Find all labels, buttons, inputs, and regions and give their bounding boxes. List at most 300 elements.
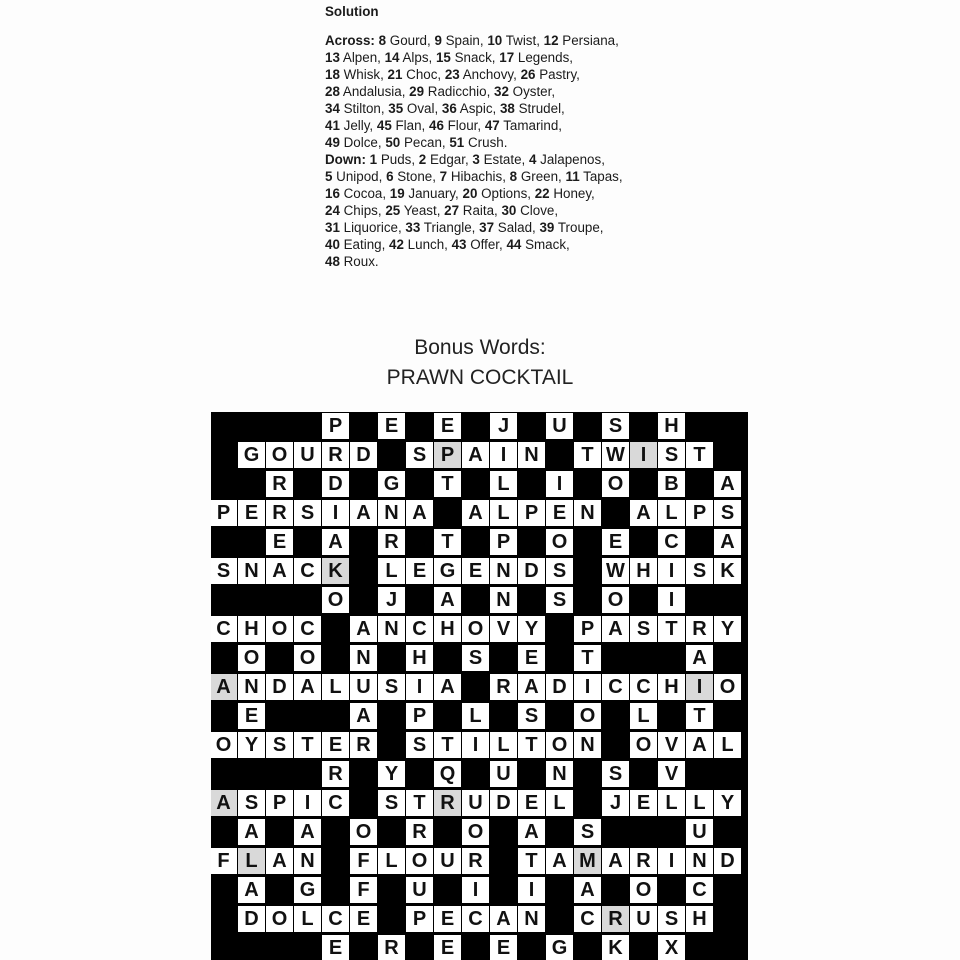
- grid-cell: O: [602, 471, 629, 497]
- grid-cell: S: [686, 558, 713, 584]
- grid-cell: T: [434, 529, 461, 555]
- grid-cell: R: [490, 674, 517, 700]
- grid-cell: L: [490, 500, 517, 526]
- grid-cell: U: [630, 906, 657, 932]
- grid-cell: S: [714, 500, 741, 526]
- grid-cell: P: [686, 500, 713, 526]
- grid-cell: A: [266, 558, 293, 584]
- grid-cell: A: [714, 529, 741, 555]
- grid-cell: O: [294, 645, 321, 671]
- clue-answer: Triangle,: [420, 220, 480, 235]
- grid-cell: O: [630, 877, 657, 903]
- clue-number: 17: [499, 50, 515, 65]
- grid-cell: O: [546, 529, 573, 555]
- grid-cell: S: [574, 819, 601, 845]
- grid-cell: K: [714, 558, 741, 584]
- grid-cell: S: [546, 558, 573, 584]
- grid-cell: A: [211, 674, 237, 700]
- grid-cell: P: [434, 442, 461, 468]
- grid-cell: D: [322, 471, 349, 497]
- clue-answer: Alps,: [399, 50, 436, 65]
- grid-cell: M: [574, 848, 601, 874]
- clue-answer: Green,: [517, 169, 566, 184]
- grid-cell: L: [294, 906, 321, 932]
- clue-number: 39: [539, 220, 555, 235]
- grid-cell: D: [266, 674, 293, 700]
- clue-answer: Yeast,: [400, 203, 445, 218]
- grid-cell: L: [378, 848, 405, 874]
- solution-line: [325, 100, 685, 117]
- grid-cell: R: [378, 529, 405, 555]
- grid-cell: N: [378, 500, 405, 526]
- clue-answer: Oyster,: [508, 84, 556, 99]
- grid-cell: F: [350, 877, 377, 903]
- grid-cell: D: [546, 674, 573, 700]
- grid-cell: O: [350, 819, 377, 845]
- grid-cell: C: [686, 877, 713, 903]
- grid-cell: T: [434, 471, 461, 497]
- clue-number: 49: [325, 135, 340, 150]
- grid-cell: S: [602, 413, 629, 439]
- clue-number: 7: [439, 169, 448, 184]
- grid-cell: A: [238, 819, 265, 845]
- clue-number: 48: [325, 254, 340, 269]
- grid-cell: H: [238, 616, 265, 642]
- grid-cell: A: [602, 616, 629, 642]
- grid-cell: D: [518, 558, 545, 584]
- clue-number: 33: [405, 220, 421, 235]
- grid-cell: O: [266, 616, 293, 642]
- grid-cell: A: [518, 819, 545, 845]
- grid-cell: T: [574, 442, 601, 468]
- solution-line: [325, 151, 685, 168]
- clue-answer: Oval,: [403, 101, 442, 116]
- grid-cell: C: [574, 906, 601, 932]
- grid-cell: A: [350, 616, 377, 642]
- grid-cell: I: [658, 558, 685, 584]
- grid-cell: R: [406, 819, 433, 845]
- clue-number: 30: [501, 203, 517, 218]
- clue-answer: Puds,: [377, 152, 419, 167]
- grid-cell: E: [238, 703, 265, 729]
- grid-cell: N: [294, 848, 321, 874]
- grid-cell: R: [462, 848, 489, 874]
- grid-cell: S: [238, 790, 265, 816]
- clue-answer: Pecan,: [400, 135, 450, 150]
- clue-answer: Unipod,: [332, 169, 387, 184]
- grid-cell: O: [602, 587, 629, 613]
- clue-answer: Options,: [477, 186, 535, 201]
- grid-cell: E: [378, 413, 405, 439]
- clue-number: 6: [386, 169, 394, 184]
- grid-cell: N: [238, 674, 265, 700]
- grid-cell: E: [322, 935, 349, 960]
- grid-cell: S: [462, 645, 489, 671]
- solution-line: [325, 202, 685, 219]
- grid-cell: V: [658, 761, 685, 787]
- grid-cell: O: [462, 819, 489, 845]
- grid-cell: G: [294, 877, 321, 903]
- grid-cell: H: [686, 906, 713, 932]
- grid-cell: S: [658, 906, 685, 932]
- grid-cell: E: [630, 790, 657, 816]
- solution-line: [325, 185, 685, 202]
- grid-cell: F: [211, 848, 237, 874]
- grid-cell: C: [630, 674, 657, 700]
- clue-answer: Salad,: [494, 220, 540, 235]
- clue-answer: Stone,: [393, 169, 440, 184]
- clue-number: 10: [487, 33, 503, 48]
- bonus-words-title: Bonus Words:: [414, 336, 546, 359]
- clue-answer: Dolce,: [339, 135, 386, 150]
- grid-cell: E: [434, 413, 461, 439]
- grid-cell: I: [574, 674, 601, 700]
- grid-cell: K: [602, 935, 629, 960]
- grid-cell: O: [322, 587, 349, 613]
- clue-answer: Gourd,: [386, 33, 435, 48]
- grid-cell: A: [294, 819, 321, 845]
- clue-number: 40: [325, 237, 340, 252]
- grid-cell: A: [574, 877, 601, 903]
- clue-number: 31: [325, 220, 340, 235]
- grid-cell: W: [602, 558, 629, 584]
- grid-cell: S: [546, 587, 573, 613]
- solution-line: [325, 134, 685, 151]
- grid-cell: A: [686, 645, 713, 671]
- grid-cell: E: [434, 935, 461, 960]
- grid-cell: E: [434, 906, 461, 932]
- grid-cell: L: [378, 558, 405, 584]
- grid-cell: B: [658, 471, 685, 497]
- clue-number: 51: [449, 135, 465, 150]
- grid-cell: S: [378, 674, 405, 700]
- grid-cell: V: [658, 732, 685, 758]
- grid-cell: I: [658, 848, 685, 874]
- clue-number: 34: [325, 101, 340, 116]
- grid-cell: A: [602, 848, 629, 874]
- grid-cell: E: [518, 790, 545, 816]
- clue-answer: Honey,: [549, 186, 595, 201]
- clue-answer: Persiana,: [558, 33, 619, 48]
- grid-cell: I: [490, 442, 517, 468]
- clue-number: 2: [418, 152, 427, 167]
- clue-answer: Flour,: [443, 118, 485, 133]
- solution-clue-answers: [325, 32, 685, 270]
- grid-cell: L: [658, 790, 685, 816]
- grid-cell: I: [546, 471, 573, 497]
- grid-cell: Y: [518, 616, 545, 642]
- clue-answer: Snack,: [450, 50, 500, 65]
- clue-answer: Radicchio,: [424, 84, 495, 99]
- grid-cell: R: [630, 848, 657, 874]
- clue-answer: Hibachis,: [447, 169, 510, 184]
- grid-cell: S: [658, 442, 685, 468]
- grid-cell: E: [518, 645, 545, 671]
- grid-cell: C: [602, 674, 629, 700]
- grid-cell: J: [490, 413, 517, 439]
- solution-line: [325, 66, 685, 83]
- clue-answer: Tapas,: [579, 169, 623, 184]
- grid-cell: N: [238, 558, 265, 584]
- grid-cell: I: [630, 442, 657, 468]
- grid-cell: X: [658, 935, 685, 960]
- grid-cell: A: [462, 500, 489, 526]
- clue-answer: Strudel,: [514, 101, 565, 116]
- grid-cell: A: [546, 848, 573, 874]
- grid-cell: U: [350, 674, 377, 700]
- clue-number: 36: [441, 101, 457, 116]
- grid-cell: V: [490, 616, 517, 642]
- grid-cell: L: [322, 674, 349, 700]
- clue-answer: Whisk,: [339, 67, 388, 82]
- grid-cell: S: [378, 790, 405, 816]
- grid-cell: C: [322, 906, 349, 932]
- clue-number: 14: [384, 50, 400, 65]
- clue-number: 50: [385, 135, 401, 150]
- grid-cell: W: [602, 442, 629, 468]
- grid-cell: O: [238, 645, 265, 671]
- clue-answer: Stilton,: [339, 101, 389, 116]
- grid-cell: L: [630, 703, 657, 729]
- clue-number: 23: [444, 67, 460, 82]
- clue-number: 45: [376, 118, 392, 133]
- solution-line: [325, 253, 685, 270]
- clue-number: 9: [434, 33, 442, 48]
- clue-number: 3: [472, 152, 480, 167]
- grid-cell: E: [462, 558, 489, 584]
- grid-cell: N: [574, 500, 601, 526]
- clue-answer: Flan,: [391, 118, 429, 133]
- grid-cell: A: [434, 587, 461, 613]
- clue-number: 28: [325, 84, 340, 99]
- grid-cell: T: [406, 790, 433, 816]
- clue-number: Across:: [325, 33, 375, 48]
- grid-cell: I: [322, 500, 349, 526]
- grid-cell: H: [658, 674, 685, 700]
- grid-cell: P: [490, 529, 517, 555]
- grid-cell: Y: [378, 761, 405, 787]
- grid-cell: R: [350, 732, 377, 758]
- grid-cell: O: [546, 732, 573, 758]
- grid-cell: O: [574, 703, 601, 729]
- grid-cell: T: [434, 732, 461, 758]
- grid-cell: I: [518, 877, 545, 903]
- grid-cell: P: [406, 906, 433, 932]
- grid-cell: S: [266, 732, 293, 758]
- clue-number: 4: [528, 152, 537, 167]
- clue-number: 44: [506, 237, 522, 252]
- grid-cell: E: [490, 935, 517, 960]
- grid-cell: E: [266, 529, 293, 555]
- clue-answer: Lunch,: [403, 237, 452, 252]
- grid-cell: H: [630, 558, 657, 584]
- clue-answer: Tamarind,: [499, 118, 563, 133]
- clue-number: 46: [429, 118, 444, 133]
- solution-line: [325, 117, 685, 134]
- grid-cell: O: [211, 732, 237, 758]
- clue-number: 38: [499, 101, 515, 116]
- grid-cell: U: [490, 761, 517, 787]
- clue-answer: Liquorice,: [339, 220, 406, 235]
- clue-number: 25: [385, 203, 401, 218]
- grid-cell: G: [546, 935, 573, 960]
- crossword-grid: [211, 412, 748, 960]
- grid-cell: R: [602, 906, 629, 932]
- clue-answer: Clove,: [516, 203, 559, 218]
- grid-cell: L: [462, 703, 489, 729]
- grid-cell: R: [686, 616, 713, 642]
- clue-answer: Choc,: [402, 67, 445, 82]
- grid-cell: N: [518, 906, 545, 932]
- grid-cell: L: [686, 790, 713, 816]
- grid-cell: L: [546, 790, 573, 816]
- grid-cell: H: [406, 645, 433, 671]
- grid-cell: E: [350, 906, 377, 932]
- solution-title: Solution: [325, 4, 379, 19]
- grid-cell: G: [238, 442, 265, 468]
- clue-answer: Roux.: [339, 254, 379, 269]
- grid-cell: A: [350, 703, 377, 729]
- grid-cell: O: [714, 674, 741, 700]
- clue-number: 26: [520, 67, 536, 82]
- grid-cell: G: [378, 471, 405, 497]
- grid-cell: A: [686, 732, 713, 758]
- clue-answer: Edgar,: [426, 152, 473, 167]
- solution-line: [325, 219, 685, 236]
- grid-cell: S: [294, 500, 321, 526]
- grid-cell: A: [238, 877, 265, 903]
- grid-cell: O: [630, 732, 657, 758]
- clue-answer: Raita,: [459, 203, 502, 218]
- clue-answer: Eating,: [339, 237, 390, 252]
- grid-cell: L: [658, 500, 685, 526]
- grid-cell: Y: [714, 616, 741, 642]
- grid-cell: O: [406, 848, 433, 874]
- clue-number: 43: [451, 237, 467, 252]
- clue-number: 19: [389, 186, 405, 201]
- clue-answer: Estate,: [479, 152, 529, 167]
- clue-answer: Offer,: [466, 237, 507, 252]
- grid-cell: A: [350, 500, 377, 526]
- grid-cell: E: [406, 558, 433, 584]
- grid-cell: L: [238, 848, 265, 874]
- solution-line: [325, 49, 685, 66]
- grid-cell: U: [434, 848, 461, 874]
- clue-number: 21: [387, 67, 403, 82]
- clue-answer: Chips,: [339, 203, 386, 218]
- grid-cell: S: [211, 558, 237, 584]
- clue-answer: Jalapenos,: [536, 152, 605, 167]
- grid-cell: E: [238, 500, 265, 526]
- grid-cell: N: [350, 645, 377, 671]
- grid-cell: S: [406, 732, 433, 758]
- grid-cell: A: [294, 674, 321, 700]
- clue-number: 15: [435, 50, 451, 65]
- grid-cell: R: [266, 471, 293, 497]
- clue-number: 8: [509, 169, 518, 184]
- grid-cell: I: [294, 790, 321, 816]
- grid-cell: C: [462, 906, 489, 932]
- clue-number: 1: [369, 152, 378, 167]
- clue-number: 27: [444, 203, 460, 218]
- clue-number: 41: [325, 118, 340, 133]
- grid-cell: J: [602, 790, 629, 816]
- grid-cell: P: [266, 790, 293, 816]
- clue-number: 42: [389, 237, 404, 252]
- solution-line: [325, 32, 685, 49]
- grid-cell: T: [518, 732, 545, 758]
- grid-cell: T: [686, 703, 713, 729]
- grid-cell: A: [406, 500, 433, 526]
- grid-cell: N: [546, 761, 573, 787]
- clue-number: 11: [565, 169, 580, 184]
- grid-cell: C: [322, 790, 349, 816]
- clue-number: Down:: [325, 152, 366, 167]
- grid-cell: C: [406, 616, 433, 642]
- solution-line: [325, 168, 685, 185]
- grid-cell: S: [630, 616, 657, 642]
- clue-answer: Jelly,: [339, 118, 377, 133]
- grid-cell: N: [574, 732, 601, 758]
- grid-cell: C: [658, 529, 685, 555]
- grid-cell: R: [434, 790, 461, 816]
- grid-cell: P: [574, 616, 601, 642]
- grid-cell: N: [490, 558, 517, 584]
- solution-line: [325, 83, 685, 100]
- clue-number: 32: [494, 84, 509, 99]
- clue-answer: Aspic,: [456, 101, 500, 116]
- clue-answer: Andalusia,: [339, 84, 410, 99]
- grid-cell: D: [714, 848, 741, 874]
- clue-answer: Alpen,: [339, 50, 385, 65]
- clue-answer: Spain,: [441, 33, 488, 48]
- grid-cell: F: [350, 848, 377, 874]
- grid-cell: I: [658, 587, 685, 613]
- grid-cell: H: [434, 616, 461, 642]
- clue-answer: Smack,: [521, 237, 570, 252]
- grid-cell: G: [434, 558, 461, 584]
- grid-cell: Q: [434, 761, 461, 787]
- clue-answer: Cocoa,: [339, 186, 390, 201]
- clue-number: 12: [543, 33, 559, 48]
- grid-cell: D: [238, 906, 265, 932]
- clue-number: 18: [325, 67, 340, 82]
- grid-cell: L: [714, 732, 741, 758]
- grid-cell: A: [518, 674, 545, 700]
- grid-cell: O: [266, 442, 293, 468]
- grid-cell: H: [658, 413, 685, 439]
- grid-cell: Y: [714, 790, 741, 816]
- clue-number: 8: [378, 33, 387, 48]
- grid-cell: N: [518, 442, 545, 468]
- grid-cell: O: [266, 906, 293, 932]
- clue-answer: Anchovy,: [459, 67, 521, 82]
- solution-block: [325, 3, 685, 270]
- bonus-words-answer: PRAWN COCKTAIL: [386, 366, 574, 389]
- grid-cell: T: [518, 848, 545, 874]
- clue-number: 47: [484, 118, 500, 133]
- grid-cell: E: [602, 529, 629, 555]
- grid-cell: L: [490, 732, 517, 758]
- clue-answer: Twist,: [502, 33, 544, 48]
- grid-cell: R: [266, 500, 293, 526]
- grid-cell: A: [211, 790, 237, 816]
- grid-cell: A: [322, 529, 349, 555]
- grid-cell: Y: [238, 732, 265, 758]
- grid-cell: P: [406, 703, 433, 729]
- grid-cell: I: [406, 674, 433, 700]
- grid-cell: R: [322, 761, 349, 787]
